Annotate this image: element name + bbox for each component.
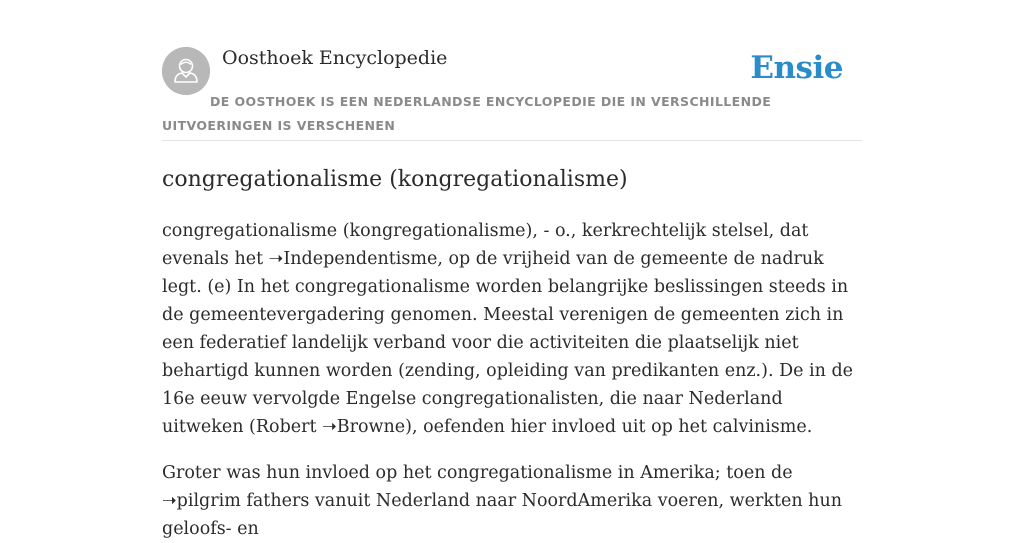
paragraph <box>162 459 862 543</box>
article-title: congregationalisme (kongregationalisme) <box>162 167 628 192</box>
ensie-logo[interactable]: Ensie <box>750 50 843 86</box>
source-description: DE OOSTHOEK IS EEN NEDERLANDSE ENCYCLOPEDIE DIE IN VERSCHILLENDE UITVOERINGEN IS VERSCHENEN <box>162 94 772 133</box>
paragraph-text: , op de vrijheid van de gemeente de nadruk legt. (e) In het congregationalisme worden belangrijke beslissingen steeds in de gemeentevergadering genomen. Meestal verenigen de gemeenten zich in een federatief landelijk verband voor die activiteiten die plaatselijk niet behartigd kunnen worden (zending, opleiding van predikanten enz.). De in de 16e eeuw vervolgde Engelse congregationalisten, die naar Nederland uitweken (Robert <box>162 249 854 437</box>
author-name[interactable]: Oosthoek Encyclopedie <box>222 47 448 69</box>
header <box>162 46 862 141</box>
link-independentisme[interactable]: ➝Independentisme <box>268 249 438 269</box>
paragraph-text: congregationalisme (kongregationalisme), - o., kerkrechtelijk stelsel, dat evenals het <box>162 221 809 269</box>
paragraph-text: Groter was hun invloed op het congregationalisme in Amerika; toen de <box>162 463 793 483</box>
paragraph-text: ), oefenden hier invloed uit op het calvinisme. <box>405 417 813 437</box>
paragraph-text: vanuit Nederland naar NoordAmerika voeren, werkten hun geloofs- en <box>162 491 842 539</box>
avatar[interactable] <box>162 47 210 95</box>
page <box>162 0 862 543</box>
paragraph <box>162 217 862 441</box>
article-body <box>162 217 862 543</box>
link-pilgrim-fathers[interactable]: ➝pilgrim fathers <box>162 491 310 511</box>
link-browne[interactable]: ➝Browne <box>322 417 406 437</box>
user-icon <box>162 47 210 95</box>
